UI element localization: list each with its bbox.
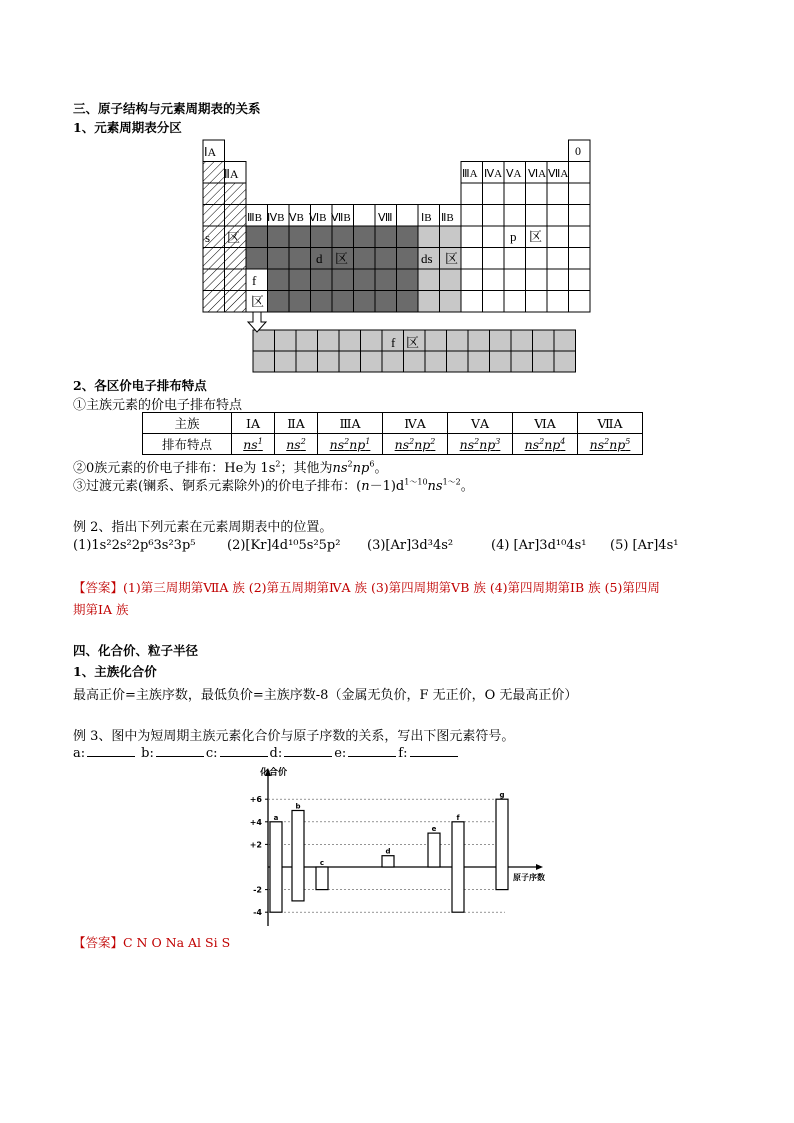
cell-p — [547, 248, 569, 270]
cell-p — [569, 205, 591, 227]
cfg-header-group: ⅥA — [513, 413, 578, 434]
example2-item-1: (1)1s²2s²2p⁶3s²3p⁵ — [73, 538, 196, 553]
cell-f — [296, 351, 318, 372]
cell-p — [569, 162, 591, 184]
cell-f — [275, 330, 297, 351]
cell-s — [225, 205, 247, 227]
valence-rule: 最高正价=主族序数，最低负价=主族序数-8（金属无负价，F 无正价，O 无最高正价） — [73, 688, 578, 703]
label-p: p — [510, 229, 517, 244]
cfg-cell: $ns^2np^5$ — [578, 434, 643, 455]
cfg-cell: $ns^2np^2$ — [383, 434, 448, 455]
cell-s — [203, 205, 225, 227]
cell-p — [504, 183, 526, 205]
cell-p — [526, 248, 548, 270]
cell-ds — [440, 291, 462, 313]
cell-f-marker — [246, 269, 268, 291]
example3-question: 例 3、图中为短周期主族元素化合价与原子序数的关系，写出下图元素符号。 — [73, 729, 515, 744]
cell-d — [289, 226, 311, 248]
cell-p — [526, 269, 548, 291]
cfg-row-label: 排布特点 — [143, 434, 232, 455]
cell-f — [511, 351, 533, 372]
bar-label: e — [431, 825, 437, 834]
cell-f — [296, 330, 318, 351]
cell-d — [354, 226, 376, 248]
cell-f — [533, 351, 555, 372]
cell-d — [289, 291, 311, 313]
line-zero-group: ②0族元素的价电子排布：He为 $1s^2$；其他为$ns^2np^6$。 — [73, 459, 388, 476]
main-group-heading: ①主族元素的价电子排布特点 — [73, 398, 243, 413]
cell-p — [569, 248, 591, 270]
cell-s — [225, 183, 247, 205]
cfg-cell: $ns^2np^4$ — [513, 434, 578, 455]
cell-f — [361, 351, 383, 372]
y-tick-label: +2 — [249, 840, 262, 850]
cell-ds — [440, 269, 462, 291]
cell-f — [554, 330, 576, 351]
cell-p — [504, 269, 526, 291]
cell-d-header — [397, 205, 419, 227]
x-axis-label: 原子序数 — [513, 873, 545, 882]
label-IVA: ⅣA — [484, 168, 503, 180]
cell-d — [397, 269, 419, 291]
cell-d — [375, 226, 397, 248]
bar-label: f — [456, 813, 460, 822]
down-arrow-icon — [248, 312, 266, 332]
cell-p — [547, 183, 569, 205]
cell-f — [253, 330, 275, 351]
x-axis-arrow — [536, 864, 543, 870]
chart-bar — [316, 867, 328, 890]
label-IIIB: ⅢB — [247, 212, 262, 224]
cell-p — [483, 226, 505, 248]
cell-s — [225, 291, 247, 313]
cell-d — [289, 248, 311, 270]
label-d-qu: 区 — [335, 251, 349, 266]
cell-p — [526, 291, 548, 313]
cell-d — [268, 269, 290, 291]
valence-chart — [240, 764, 560, 929]
label-ds-qu: 区 — [445, 251, 459, 266]
cell-f — [339, 330, 361, 351]
label-VB: ⅤB — [289, 212, 304, 224]
cell-d — [375, 248, 397, 270]
cell-p — [504, 291, 526, 313]
example2-question: 例 2、指出下列元素在元素周期表中的位置。 — [73, 520, 333, 535]
cell-f — [425, 351, 447, 372]
example2-item-5: (5) [Ar]4s¹ — [610, 538, 679, 553]
cell-ds — [418, 269, 440, 291]
chart-bar — [496, 799, 508, 889]
cell-d — [332, 269, 354, 291]
cell-f — [447, 351, 469, 372]
cell-f — [253, 351, 275, 372]
label-s-qu: 区 — [227, 230, 241, 245]
cell-d — [246, 248, 268, 270]
cfg-header-group: ⅤA — [448, 413, 513, 434]
cell-d — [311, 226, 333, 248]
label-VIA: ⅥA — [528, 168, 547, 180]
section3-subtitle: 1、元素周期表分区 — [73, 120, 182, 135]
cell-d — [268, 226, 290, 248]
cfg-cell: $ns^2np^1$ — [318, 434, 383, 455]
cell-p — [461, 291, 483, 313]
label-VA: ⅤA — [506, 168, 522, 180]
cfg-header-group: ⅢA — [318, 413, 383, 434]
cell-p — [526, 205, 548, 227]
cell-p — [461, 269, 483, 291]
cell-p — [569, 291, 591, 313]
cell-d — [375, 269, 397, 291]
cell-ds — [418, 291, 440, 313]
label-p-qu: 区 — [529, 229, 543, 244]
cell-d — [311, 291, 333, 313]
y-tick-label: +4 — [249, 817, 262, 827]
cell-p — [569, 226, 591, 248]
cell-p — [569, 269, 591, 291]
cell-p — [461, 248, 483, 270]
cell-p — [504, 205, 526, 227]
label-VIB: ⅥB — [309, 212, 327, 224]
section4-subtitle: 1、主族化合价 — [73, 664, 157, 679]
cell-s — [203, 183, 225, 205]
line-transition: ③过渡元素(镧系、锕系元素除外)的价电子排布：$(n-1)d^{1\sim 10}ns^{1\sim 2}$。 — [73, 477, 474, 494]
section4-title: 四、化合价、粒子半径 — [73, 643, 199, 658]
chart-bar — [452, 822, 464, 912]
cell-p — [526, 183, 548, 205]
label-f2-qu: 区 — [406, 335, 420, 350]
cell-d-header — [354, 205, 376, 227]
label-IIA: ⅡA — [224, 167, 239, 181]
cell-p — [569, 183, 591, 205]
cell-f — [318, 330, 340, 351]
cfg-cell: $ns^2np^3$ — [448, 434, 513, 455]
cell-f — [533, 330, 555, 351]
cell-ds — [418, 226, 440, 248]
cell-p — [547, 291, 569, 313]
cell-d — [268, 291, 290, 313]
cell-p — [547, 205, 569, 227]
example2-item-3: (3)[Ar]3d³4s² — [367, 538, 454, 553]
sub2-title: 2、各区价电子排布特点 — [73, 378, 207, 393]
config-table — [142, 412, 643, 455]
label-d: d — [316, 251, 323, 266]
label-VIII: Ⅷ — [378, 212, 393, 224]
label-f-qu: 区 — [251, 294, 265, 309]
cell-d — [397, 248, 419, 270]
cell-f — [404, 351, 426, 372]
cell-d — [289, 269, 311, 291]
bar-label: d — [385, 847, 391, 856]
bar-label: g — [499, 791, 505, 800]
cell-f — [490, 330, 512, 351]
cell-d — [375, 291, 397, 313]
y-tick-label: -4 — [253, 908, 262, 918]
bar-label: b — [295, 802, 301, 811]
cell-s — [203, 162, 225, 184]
cell-p — [461, 226, 483, 248]
cfg-header-group: ⅣA — [383, 413, 448, 434]
cell-d — [397, 291, 419, 313]
chart-bar — [428, 833, 440, 867]
label-s: s — [205, 230, 211, 245]
cell-f — [275, 351, 297, 372]
cfg-header-group: ⅦA — [578, 413, 643, 434]
cell-d — [354, 291, 376, 313]
cell-d — [354, 248, 376, 270]
label-VIIA: ⅦA — [548, 168, 569, 180]
cell-s — [203, 269, 225, 291]
example2-answer-line2: 期第ⅠA 族 — [73, 602, 129, 617]
example2-answer-line1: 【答案】(1)第三周期第ⅦA 族 (2)第五周期第ⅣA 族 (3)第四周期第ⅤB 族 (4)第四周期第ⅠB 族 (5)第四周 — [73, 580, 660, 595]
cell-f — [425, 330, 447, 351]
cell-s — [203, 248, 225, 270]
periodic-table-zones-diagram — [195, 138, 595, 378]
label-f2: f — [391, 335, 396, 350]
cell-s — [225, 269, 247, 291]
label-ds: ds — [421, 251, 433, 266]
cell-p — [483, 248, 505, 270]
label-IIB: ⅡB — [441, 212, 454, 224]
cell-ds — [440, 226, 462, 248]
cell-f — [511, 330, 533, 351]
label-VIIB: ⅦB — [331, 212, 351, 224]
cell-f — [468, 351, 490, 372]
cell-f — [318, 351, 340, 372]
label-f: f — [252, 273, 257, 288]
cfg-header-label: 主族 — [143, 413, 232, 434]
cell-s — [225, 248, 247, 270]
chart-bar — [292, 811, 304, 901]
cell-p — [483, 291, 505, 313]
cell-d — [246, 226, 268, 248]
bar-label: a — [273, 813, 279, 822]
example2-item-2: (2)[Kr]4d¹⁰5s²5p² — [227, 538, 341, 553]
chart-bar — [270, 822, 282, 912]
cell-p — [504, 248, 526, 270]
section3-title: 三、原子结构与元素周期表的关系 — [73, 101, 261, 116]
cell-p — [461, 183, 483, 205]
cell-f — [339, 351, 361, 372]
bar-label: c — [319, 859, 325, 867]
cfg-cell: $ns^1$ — [232, 434, 275, 455]
example2-item-4: (4) [Ar]3d¹⁰4s¹ — [491, 538, 587, 553]
cell-p — [483, 269, 505, 291]
cell-p — [461, 205, 483, 227]
label-IB: ⅠB — [421, 212, 432, 224]
label-IA: ⅠA — [204, 145, 217, 159]
example3-answer: 【答案】C N O Na Al Si S — [73, 935, 231, 950]
y-tick-label: -2 — [253, 885, 262, 895]
cell-p — [483, 205, 505, 227]
cell-p — [547, 269, 569, 291]
label-IVB: ⅣB — [267, 212, 285, 224]
cell-d — [332, 291, 354, 313]
y-axis-label: 化合价 — [260, 768, 288, 778]
cfg-cell: $ns^2$ — [275, 434, 318, 455]
cell-f — [447, 330, 469, 351]
cell-s — [203, 291, 225, 313]
cell-p — [483, 183, 505, 205]
cfg-header-group: ⅡA — [275, 413, 318, 434]
cell-f — [361, 330, 383, 351]
label-zero: 0 — [575, 144, 581, 158]
cell-f — [554, 351, 576, 372]
cell-d — [311, 269, 333, 291]
label-IIIA: ⅢA — [462, 168, 478, 180]
chart-bar — [382, 856, 394, 867]
cell-p — [547, 226, 569, 248]
cfg-header-group: ⅠA — [232, 413, 275, 434]
cell-d — [268, 248, 290, 270]
example3-blanks: a: b: c: d: e: f: — [73, 746, 460, 761]
y-tick-label: +6 — [249, 795, 262, 805]
cell-f — [468, 330, 490, 351]
cell-f — [490, 351, 512, 372]
cell-f — [382, 351, 404, 372]
cell-d — [354, 269, 376, 291]
cell-d — [397, 226, 419, 248]
cell-d — [332, 226, 354, 248]
